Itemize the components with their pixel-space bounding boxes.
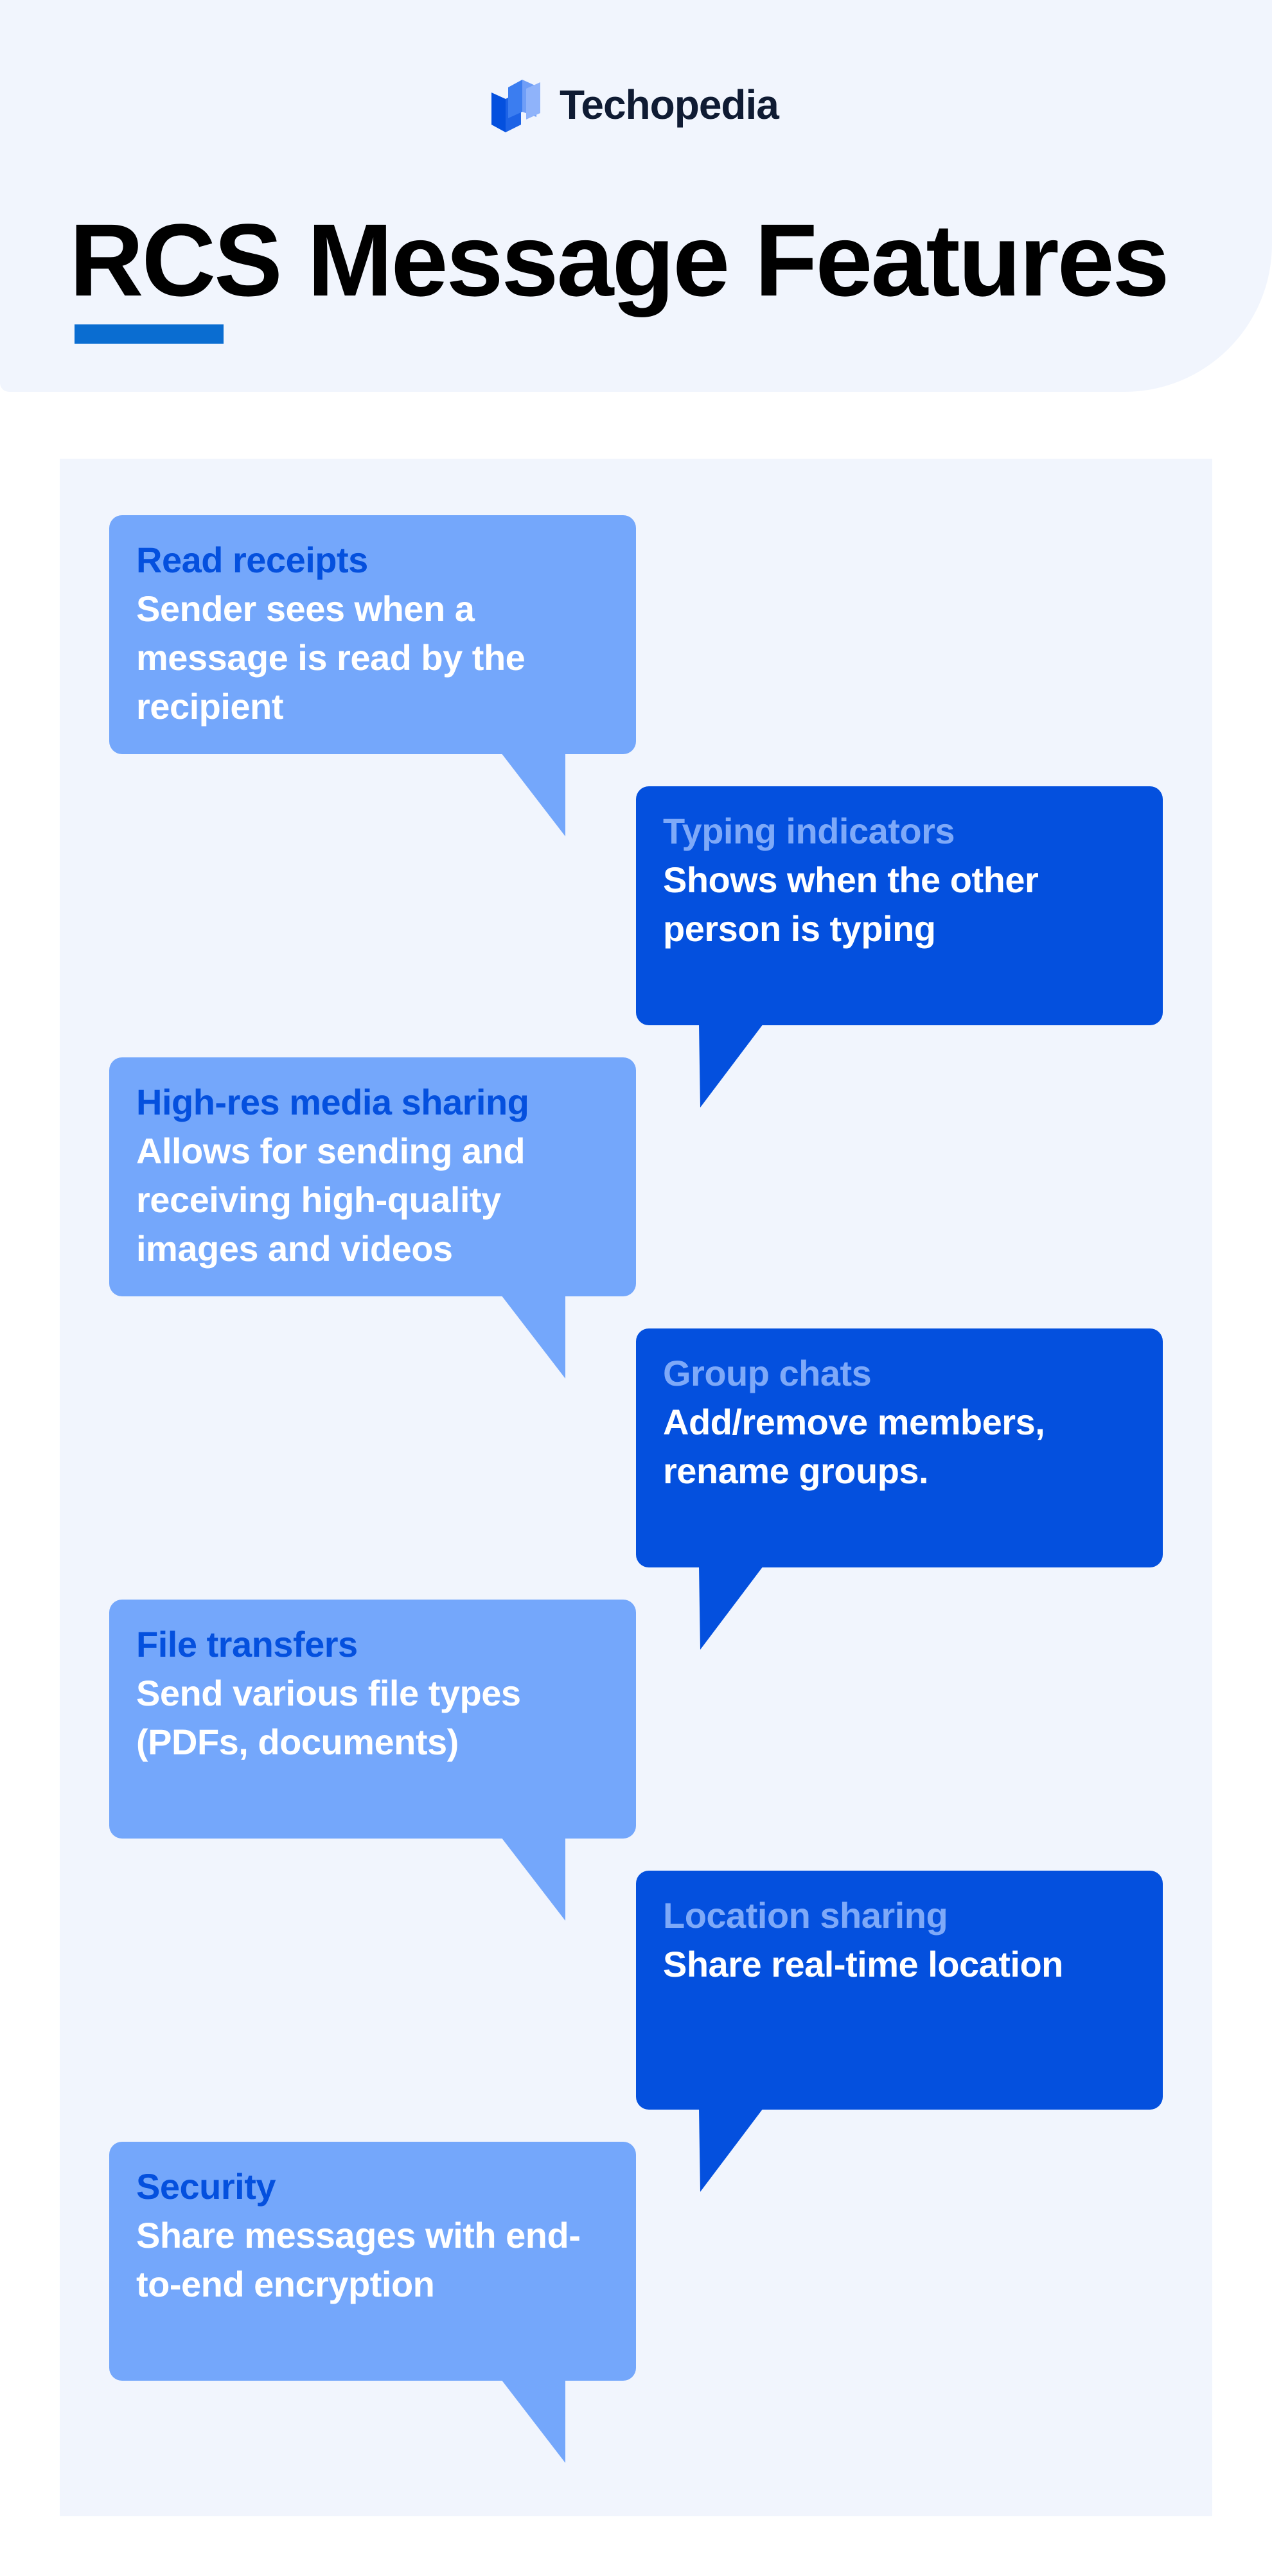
feature-title: High-res media sharing	[136, 1082, 529, 1122]
logo-text: Techopedia	[560, 82, 779, 128]
feature-title: File transfers	[136, 1624, 358, 1664]
speech-bubble-tail	[501, 753, 572, 838]
feature-bubble-group-chats	[636, 1328, 1163, 1567]
feature-title: Location sharing	[663, 1895, 948, 1936]
feature-title: Security	[136, 2166, 276, 2207]
feature-title: Read receipts	[136, 540, 368, 580]
feature-description: Send various file types (PDFs, documents)	[136, 1673, 521, 1762]
speech-bubble-tail	[501, 1295, 572, 1380]
feature-bubble-file-transfers	[109, 1600, 636, 1839]
feature-bubble-security	[109, 2142, 636, 2381]
feature-title: Group chats	[663, 1353, 872, 1393]
feature-title: Typing indicators	[663, 811, 955, 851]
speech-bubble-tail	[699, 2108, 770, 2193]
feature-description: Share real-time location	[663, 1944, 1063, 1984]
speech-bubble-tail	[501, 1837, 572, 1922]
feature-bubble-typing-indicators	[636, 786, 1163, 1025]
feature-bubble-high-res-media-sharing	[109, 1057, 636, 1296]
speech-bubble-tail	[699, 1024, 770, 1109]
techopedia-logo-icon	[491, 77, 545, 132]
feature-description: Sender sees when a message is read by the recipient	[136, 588, 526, 727]
feature-description: Allows for sending and receiving high-quality images and videos	[136, 1131, 526, 1269]
feature-bubble-read-receipts	[109, 515, 636, 754]
feature-description: Add/remove members, rename groups.	[663, 1402, 1045, 1491]
feature-bubble-location-sharing	[636, 1871, 1163, 2110]
speech-bubble-tail	[699, 1566, 770, 1651]
feature-description: Shows when the other person is typing	[663, 860, 1039, 949]
techopedia-logo[interactable]	[491, 76, 779, 134]
feature-description: Share messages with end-to-end encryption	[136, 2215, 581, 2304]
page-title: RCS Message Features	[69, 202, 1168, 317]
title-underline	[75, 324, 224, 344]
speech-bubble-tail	[501, 2379, 572, 2464]
